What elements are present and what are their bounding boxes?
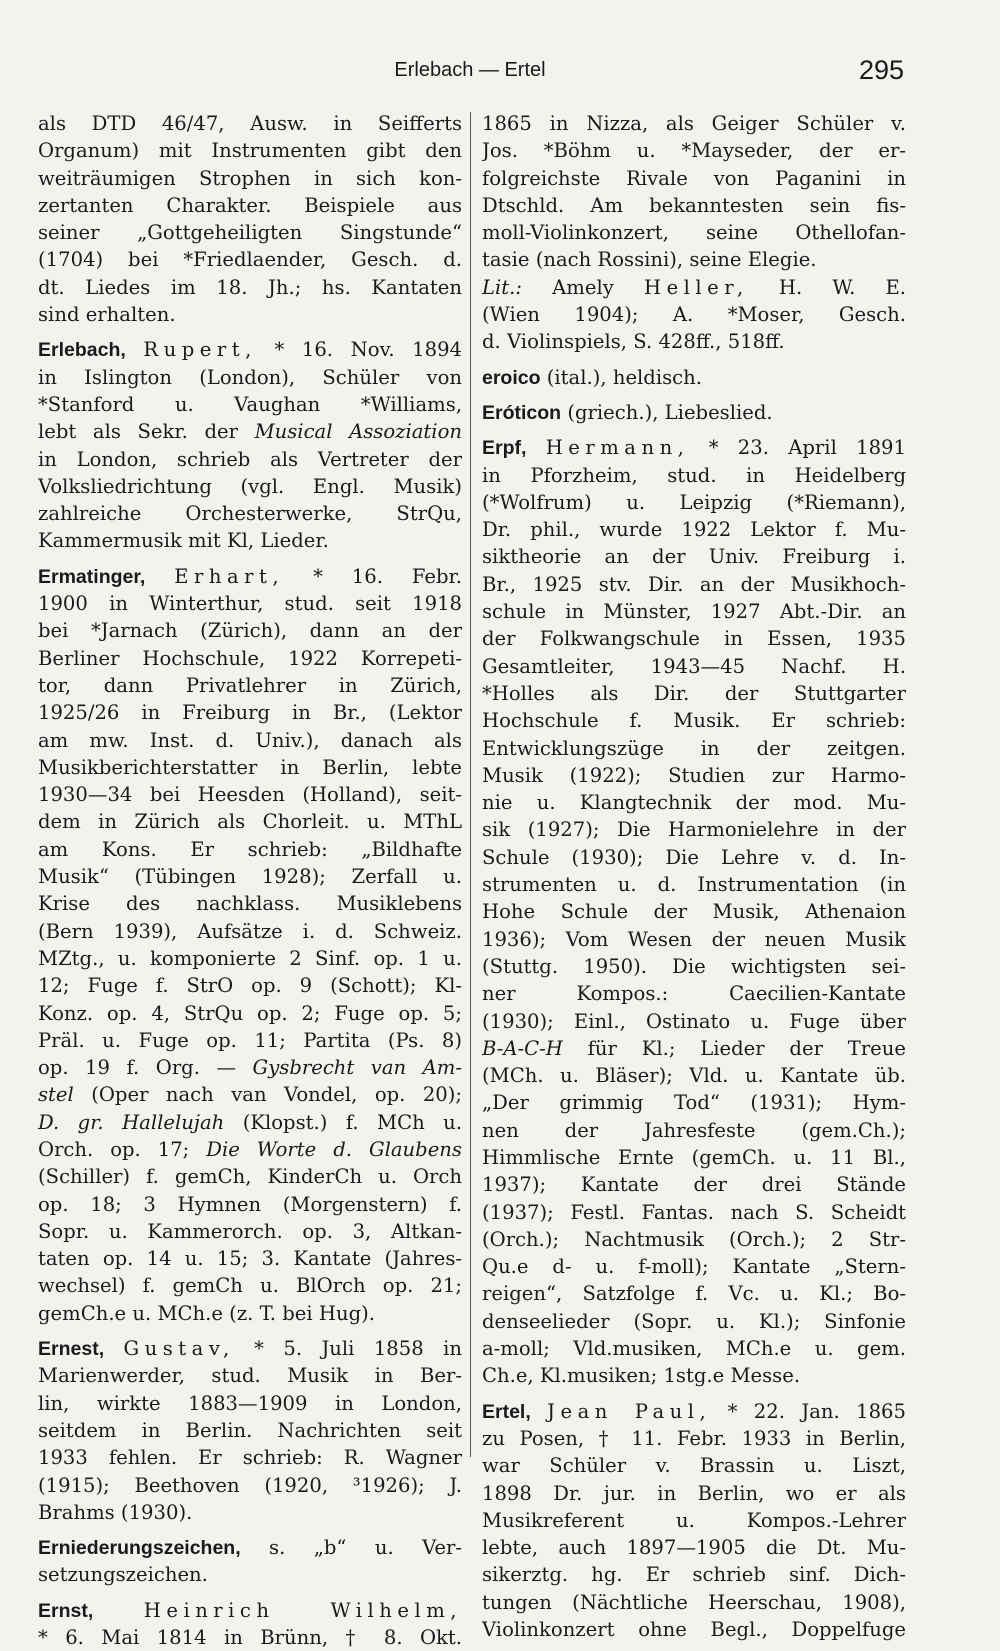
text-line [38, 1027, 462, 1054]
text-segment: *Stanford u. Vaughan *Williams, [38, 392, 462, 416]
text-line [482, 1561, 906, 1588]
text-line [38, 1499, 462, 1526]
entry-heading-line [482, 399, 906, 426]
left-column [38, 110, 462, 1651]
text-segment: 1930—34 bei Heesden (Holland), seit- [38, 783, 462, 807]
text-segment: * 16. Nov. 1894 [274, 338, 462, 362]
page-header [0, 55, 1000, 95]
text-segment: 1900 in Winterthur, stud. seit 1918 [38, 592, 462, 616]
text-segment: s. „b“ u. Ver- [269, 1536, 462, 1560]
text-segment: Sopr. u. Kammerorch. op. 3, Altkan- [38, 1219, 462, 1243]
text-segment: nen der Jahresfeste (gem.Ch.); [482, 1118, 906, 1142]
text-line [482, 1199, 906, 1226]
text-segment: sikerztg. hg. Er schrieb sinf. Dich- [482, 1563, 906, 1587]
text-line [482, 1589, 906, 1616]
text-segment: Br., 1925 stv. Dir. an der Musikhoch- [482, 572, 906, 596]
text-segment: am mw. Inst. d. Univ.), danach als [38, 728, 462, 752]
text-line [38, 1272, 462, 1299]
text-segment: (Bern 1939), Aufsätze i. d. Schweiz. [38, 919, 462, 943]
entry-heading-line [38, 1597, 462, 1624]
text-line [38, 754, 462, 781]
text-segment: Dr. phil., wurde 1922 Lektor f. Mu- [482, 518, 906, 542]
text-segment: in London, schrieb als Vertreter der [38, 447, 462, 471]
text-segment: 1925/26 in Freiburg in Br., (Lektor [38, 701, 462, 725]
text-segment: siktheorie an der Univ. Freiburg i. [482, 545, 906, 569]
italic-title: Die Worte d. Glaubens [206, 1137, 462, 1161]
text-segment: Organum) mit Instrumenten gibt den [38, 139, 462, 163]
text-segment: * 6. Mai 1814 in Brünn, † 8. Okt. [38, 1626, 462, 1650]
text-line [482, 598, 906, 625]
text-line [482, 1144, 906, 1171]
text-line [482, 871, 906, 898]
text-line [38, 1300, 462, 1327]
text-segment: Berliner Hochschule, 1922 Korrepeti- [38, 646, 462, 670]
text-segment: tor, dann Privatlehrer in Zürich, [38, 673, 462, 697]
text-segment: zertanten Charakter. Beispiele aus [38, 193, 462, 217]
entry-headword: Ermatinger, [38, 565, 146, 588]
text-segment: am Kons. Er schrieb: „Bildhafte [38, 837, 462, 861]
text-segment: bei *Jarnach (Zürich), dann an der [38, 619, 462, 643]
text-line [38, 473, 462, 500]
text-line [482, 653, 906, 680]
text-line [482, 926, 906, 953]
text-segment: Volksliedrichtung (vgl. Engl. Musik) [38, 474, 462, 498]
text-line [38, 527, 462, 554]
text-line [482, 980, 906, 1007]
text-line [38, 808, 462, 835]
text-segment: (griech.), Liebeslied. [567, 400, 773, 424]
text-line [482, 680, 906, 707]
text-segment: zahlreiche Orchesterwerke, StrQu, [38, 502, 462, 526]
text-segment: folgreichste Rivale von Paganini in [482, 166, 906, 190]
entry-heading-line [38, 1534, 462, 1561]
text-line [482, 110, 906, 137]
spaced-forename: Gustav, [123, 1337, 235, 1361]
text-line [38, 1081, 462, 1108]
text-segment: Musikberichterstatter in Berlin, lebte [38, 755, 462, 779]
text-line [38, 219, 462, 246]
text-segment: * 5. Juli 1858 in [254, 1337, 462, 1361]
text-line [482, 1008, 906, 1035]
italic-title: Lit.: [482, 275, 522, 299]
text-line [482, 543, 906, 570]
text-segment: seitdem in Berlin. Nachrichten seit [38, 1418, 462, 1442]
text-segment: (1915); Beethoven (1920, ³1926); J. [38, 1473, 462, 1497]
text-segment: Hohe Schule der Musik, Athenaion [482, 900, 906, 924]
text-line [482, 1117, 906, 1144]
entry-headword: eroico [482, 366, 541, 389]
text-line [38, 836, 462, 863]
text-line [38, 727, 462, 754]
right-column [482, 110, 906, 1643]
spaced-forename: Jean Paul, [547, 1399, 712, 1423]
running-head: Erlebach — Ertel [394, 59, 546, 81]
text-line [38, 165, 462, 192]
entry-headword: Eróticon [482, 401, 562, 424]
text-segment: (Klopst.) f. MCh u. [224, 1110, 462, 1134]
text-segment: (ital.), heldisch. [546, 365, 702, 389]
text-line [482, 789, 906, 816]
text-segment: denseelieder (Sopr. u. Kl.); Sinfonie [482, 1309, 906, 1333]
text-line [38, 945, 462, 972]
text-segment: (1930); Einl., Ostinato u. Fuge über [482, 1009, 906, 1033]
text-segment: Entwicklungszüge in der zeitgen. [482, 736, 906, 760]
text-line [38, 1624, 462, 1651]
text-line [38, 617, 462, 644]
text-line [38, 1054, 462, 1081]
text-segment: (Oper nach van Vondel, op. 20); [73, 1083, 462, 1107]
text-segment: Marienwerder, stud. Musik in Ber- [38, 1364, 462, 1388]
entry-headword: Erpf, [482, 437, 527, 460]
text-segment: strumenten u. d. Instrumentation (in [482, 873, 906, 897]
text-segment: Ch.e, Kl.musiken; 1stg.e Messe. [482, 1364, 801, 1388]
text-line [38, 590, 462, 617]
text-segment: als DTD 46/47, Ausw. in Seifferts [38, 112, 462, 135]
text-segment: dem in Zürich als Chorleit. u. MThL [38, 810, 462, 834]
text-line [482, 1062, 906, 1089]
text-line [38, 1163, 462, 1190]
text-segment: a-moll; Vld.musiken, MCh.e u. gem. [482, 1337, 906, 1361]
text-line [482, 762, 906, 789]
text-segment: Musikreferent u. Kompos.-Lehrer [482, 1508, 906, 1532]
text-line [482, 1425, 906, 1452]
italic-title: Gysbrecht van Am- [252, 1056, 462, 1080]
entry-heading-line [38, 336, 462, 363]
text-segment: Brahms (1930). [38, 1500, 193, 1524]
text-line [38, 1417, 462, 1444]
text-segment: in Islington (London), Schüler von [38, 365, 462, 389]
text-segment: seiner „Gottgeheiligten Singstunde“ [38, 221, 462, 245]
text-segment: (Wien 1904); A. *Moser, Gesch. [482, 303, 906, 327]
text-segment: zu Posen, † 11. Febr. 1933 in Berlin, [482, 1426, 906, 1450]
text-line [482, 707, 906, 734]
text-segment: op. 18; 3 Hymnen (Morgenstern) f. [38, 1192, 462, 1216]
text-line [38, 1000, 462, 1027]
text-line [38, 1561, 462, 1588]
text-segment: * 16. Febr. [313, 564, 462, 588]
entry-headword: Erlebach, [38, 339, 126, 362]
text-segment: Himmlische Ernte (gemCh. u. 11 Bl., [482, 1145, 906, 1169]
entry-heading-line [482, 434, 906, 461]
italic-title: D. gr. Hallelujah [38, 1110, 225, 1134]
text-line [38, 781, 462, 808]
text-segment: tungen (Nächtliche Heerschau, 1908), [482, 1590, 906, 1614]
text-segment: Gesamtleiter, 1943—45 Nachf. H. [482, 654, 906, 678]
text-line [38, 972, 462, 999]
text-segment: op. 19 f. Org. — [38, 1056, 253, 1080]
text-segment: 1936); Vom Wesen der neuen Musik [482, 927, 906, 951]
page-number: 295 [858, 55, 904, 85]
text-segment: Jos. *Böhm u. *Mayseder, der er- [482, 139, 906, 163]
text-line [482, 516, 906, 543]
spaced-forename: Heinrich Wilhelm, [143, 1598, 462, 1622]
text-line [38, 1444, 462, 1471]
text-line [38, 391, 462, 418]
text-segment: H. W. E. [778, 275, 906, 299]
text-segment: „Der grimmig Tod“ (1931); Hym- [482, 1091, 906, 1115]
text-line [38, 918, 462, 945]
text-line [38, 1362, 462, 1389]
text-segment: Hochschule f. Musik. Er schrieb: [482, 709, 906, 733]
text-line [482, 1226, 906, 1253]
text-line [482, 219, 906, 246]
text-line [38, 890, 462, 917]
text-line [482, 844, 906, 871]
entry-headword: Ertel, [482, 1400, 531, 1423]
text-line [482, 301, 906, 328]
text-line [482, 816, 906, 843]
text-line [38, 110, 462, 137]
text-line [482, 192, 906, 219]
spaced-forename: Erhart, [174, 564, 285, 588]
text-segment: lin, wirkte 1883—1909 in London, [38, 1391, 462, 1415]
text-line [38, 1245, 462, 1272]
text-segment: reigen“, Satzfolge f. Vc. u. Kl.; Bo- [482, 1282, 906, 1306]
text-line [38, 1472, 462, 1499]
text-line [38, 192, 462, 219]
entry-headword: Erniederungszeichen, [38, 1537, 241, 1560]
spaced-forename: Hermann, [545, 436, 690, 460]
text-line [38, 418, 462, 445]
text-line [38, 863, 462, 890]
text-segment: Musik“ (Tübingen 1928); Zerfall u. [38, 865, 462, 889]
spaced-forename: Heller, [644, 275, 749, 299]
text-segment: Musik (1922); Studien zur Harmo- [482, 763, 906, 787]
entry-headword: Ernest, [38, 1338, 105, 1361]
text-line [38, 364, 462, 391]
text-segment: *Holles als Dir. der Stuttgarter [482, 681, 906, 705]
text-segment: 1937); Kantate der drei Stände [482, 1173, 906, 1197]
text-line [38, 500, 462, 527]
entry-heading-line [482, 1398, 906, 1425]
text-line [38, 301, 462, 328]
text-line [38, 672, 462, 699]
text-line [38, 137, 462, 164]
italic-title: stel [38, 1083, 74, 1107]
text-line [482, 1308, 906, 1335]
text-line [38, 274, 462, 301]
text-segment: Qu.e d- u. f-moll); Kantate „Stern- [482, 1255, 906, 1279]
text-line [482, 1280, 906, 1307]
text-segment: schule in Münster, 1927 Abt.-Dir. an [482, 600, 906, 624]
text-segment: 1898 Dr. jur. in Berlin, wo er als [482, 1481, 906, 1505]
text-segment: d. Violinspiels, S. 428ff., 518ff. [482, 330, 785, 354]
text-line [482, 137, 906, 164]
italic-title: B-A-C-H [482, 1036, 563, 1060]
text-line [38, 1109, 462, 1136]
text-line [482, 1335, 906, 1362]
text-line [482, 165, 906, 192]
text-line [482, 1089, 906, 1116]
text-line [38, 1136, 462, 1163]
text-segment: sik (1927); Die Harmonielehre in der [482, 818, 906, 842]
text-line [38, 446, 462, 473]
text-segment: (Stuttg. 1950). Die wichtigsten sei- [482, 954, 906, 978]
text-line [482, 1480, 906, 1507]
text-line [38, 1191, 462, 1218]
text-segment: (Schiller) f. gemCh, KinderCh u. Orch [38, 1165, 462, 1189]
text-line [482, 1035, 906, 1062]
text-segment: ner Kompos.: Caecilien-Kantate [482, 982, 906, 1006]
text-segment: nie u. Klangtechnik der mod. Mu- [482, 791, 906, 815]
text-segment: sind erhalten. [38, 303, 176, 327]
text-line [482, 571, 906, 598]
text-segment: der Folkwangschule in Essen, 1935 [482, 627, 906, 651]
text-segment: Dtschld. Am bekanntesten sein fis- [482, 193, 906, 217]
text-segment: tasie (nach Rossini), seine Elegie. [482, 248, 817, 272]
text-line [482, 953, 906, 980]
text-line [482, 489, 906, 516]
text-line [482, 1362, 906, 1389]
column-divider [470, 112, 471, 1457]
text-segment: gemCh.e u. MCh.e (z. T. bei Hug). [38, 1301, 376, 1325]
text-segment: Amely [521, 275, 644, 299]
text-line [482, 898, 906, 925]
spaced-forename: Rupert, [143, 338, 257, 362]
text-line [38, 1218, 462, 1245]
text-segment: (MCh. u. Bläser); Vld. u. Kantate üb. [482, 1064, 906, 1088]
text-line [482, 625, 906, 652]
text-line [38, 645, 462, 672]
text-segment: Orch. op. 17; [38, 1137, 207, 1161]
text-segment: (1937); Festl. Fantas. nach S. Scheidt [482, 1200, 906, 1224]
text-line [482, 274, 906, 301]
text-segment: Kammermusik mit Kl, Lieder. [38, 529, 329, 553]
text-line [38, 246, 462, 273]
entry-heading-line [38, 1335, 462, 1362]
text-segment: * 23. April 1891 [708, 436, 906, 460]
text-segment: dt. Liedes im 18. Jh.; hs. Kantaten [38, 275, 462, 299]
text-segment: Schule (1930); Die Lehre v. d. In- [482, 845, 906, 869]
text-line [482, 462, 906, 489]
text-segment: Präl. u. Fuge op. 11; Partita (Ps. 8) [38, 1028, 462, 1052]
text-line [482, 1534, 906, 1561]
text-segment: taten op. 14 u. 15; 3. Kantate (Jahres- [38, 1247, 462, 1271]
text-line [482, 735, 906, 762]
text-segment: weiträumigen Strophen in sich kon- [38, 166, 462, 190]
text-line [482, 1253, 906, 1280]
text-segment: setzungszeichen. [38, 1563, 208, 1587]
text-segment: (1704) bei *Friedlaender, Gesch. d. [38, 248, 462, 272]
text-segment: (*Wolfrum) u. Leipzig (*Riemann), [482, 490, 906, 514]
text-line [482, 1171, 906, 1198]
text-segment: lebte, auch 1897—1905 die Dt. Mu- [482, 1536, 906, 1560]
text-line [482, 328, 906, 355]
text-segment: 12; Fuge f. StrO op. 9 (Schott); Kl- [38, 974, 462, 998]
entry-heading-line [482, 364, 906, 391]
text-segment: moll-Violinkonzert, seine Othellofan- [482, 221, 906, 245]
text-line [38, 699, 462, 726]
text-segment: * 22. Jan. 1865 [727, 1399, 906, 1423]
text-segment: Konz. op. 4, StrQu op. 2; Fuge op. 5; [38, 1001, 462, 1025]
text-line [482, 1507, 906, 1534]
text-segment: für Kl.; Lieder der Treue [562, 1036, 906, 1060]
text-segment: lebt als Sekr. der [38, 420, 255, 444]
text-segment: Krise des nachklass. Musiklebens [38, 892, 462, 916]
entry-heading-line [38, 563, 462, 590]
text-line [482, 246, 906, 273]
italic-title: Musical Assoziation [254, 420, 462, 444]
text-line [38, 1390, 462, 1417]
text-segment: MZtg., u. komponierte 2 Sinf. op. 1 u. [38, 946, 462, 970]
text-segment: war Schüler v. Brassin u. Liszt, [482, 1454, 906, 1478]
text-segment: (Orch.); Nachtmusik (Orch.); 2 Str- [482, 1227, 906, 1251]
text-line [482, 1616, 906, 1643]
text-segment: wechsel) f. gemCh u. BlOrch op. 21; [38, 1274, 462, 1298]
text-segment: 1865 in Nizza, als Geiger Schüler v. [482, 112, 906, 135]
text-segment: Violinkonzert ohne Begl., Doppelfuge [482, 1618, 906, 1642]
text-line [482, 1452, 906, 1479]
text-segment: 1933 fehlen. Er schrieb: R. Wagner [38, 1446, 462, 1470]
entry-headword: Ernst, [38, 1599, 94, 1622]
text-segment: in Pforzheim, stud. in Heidelberg [482, 463, 906, 487]
